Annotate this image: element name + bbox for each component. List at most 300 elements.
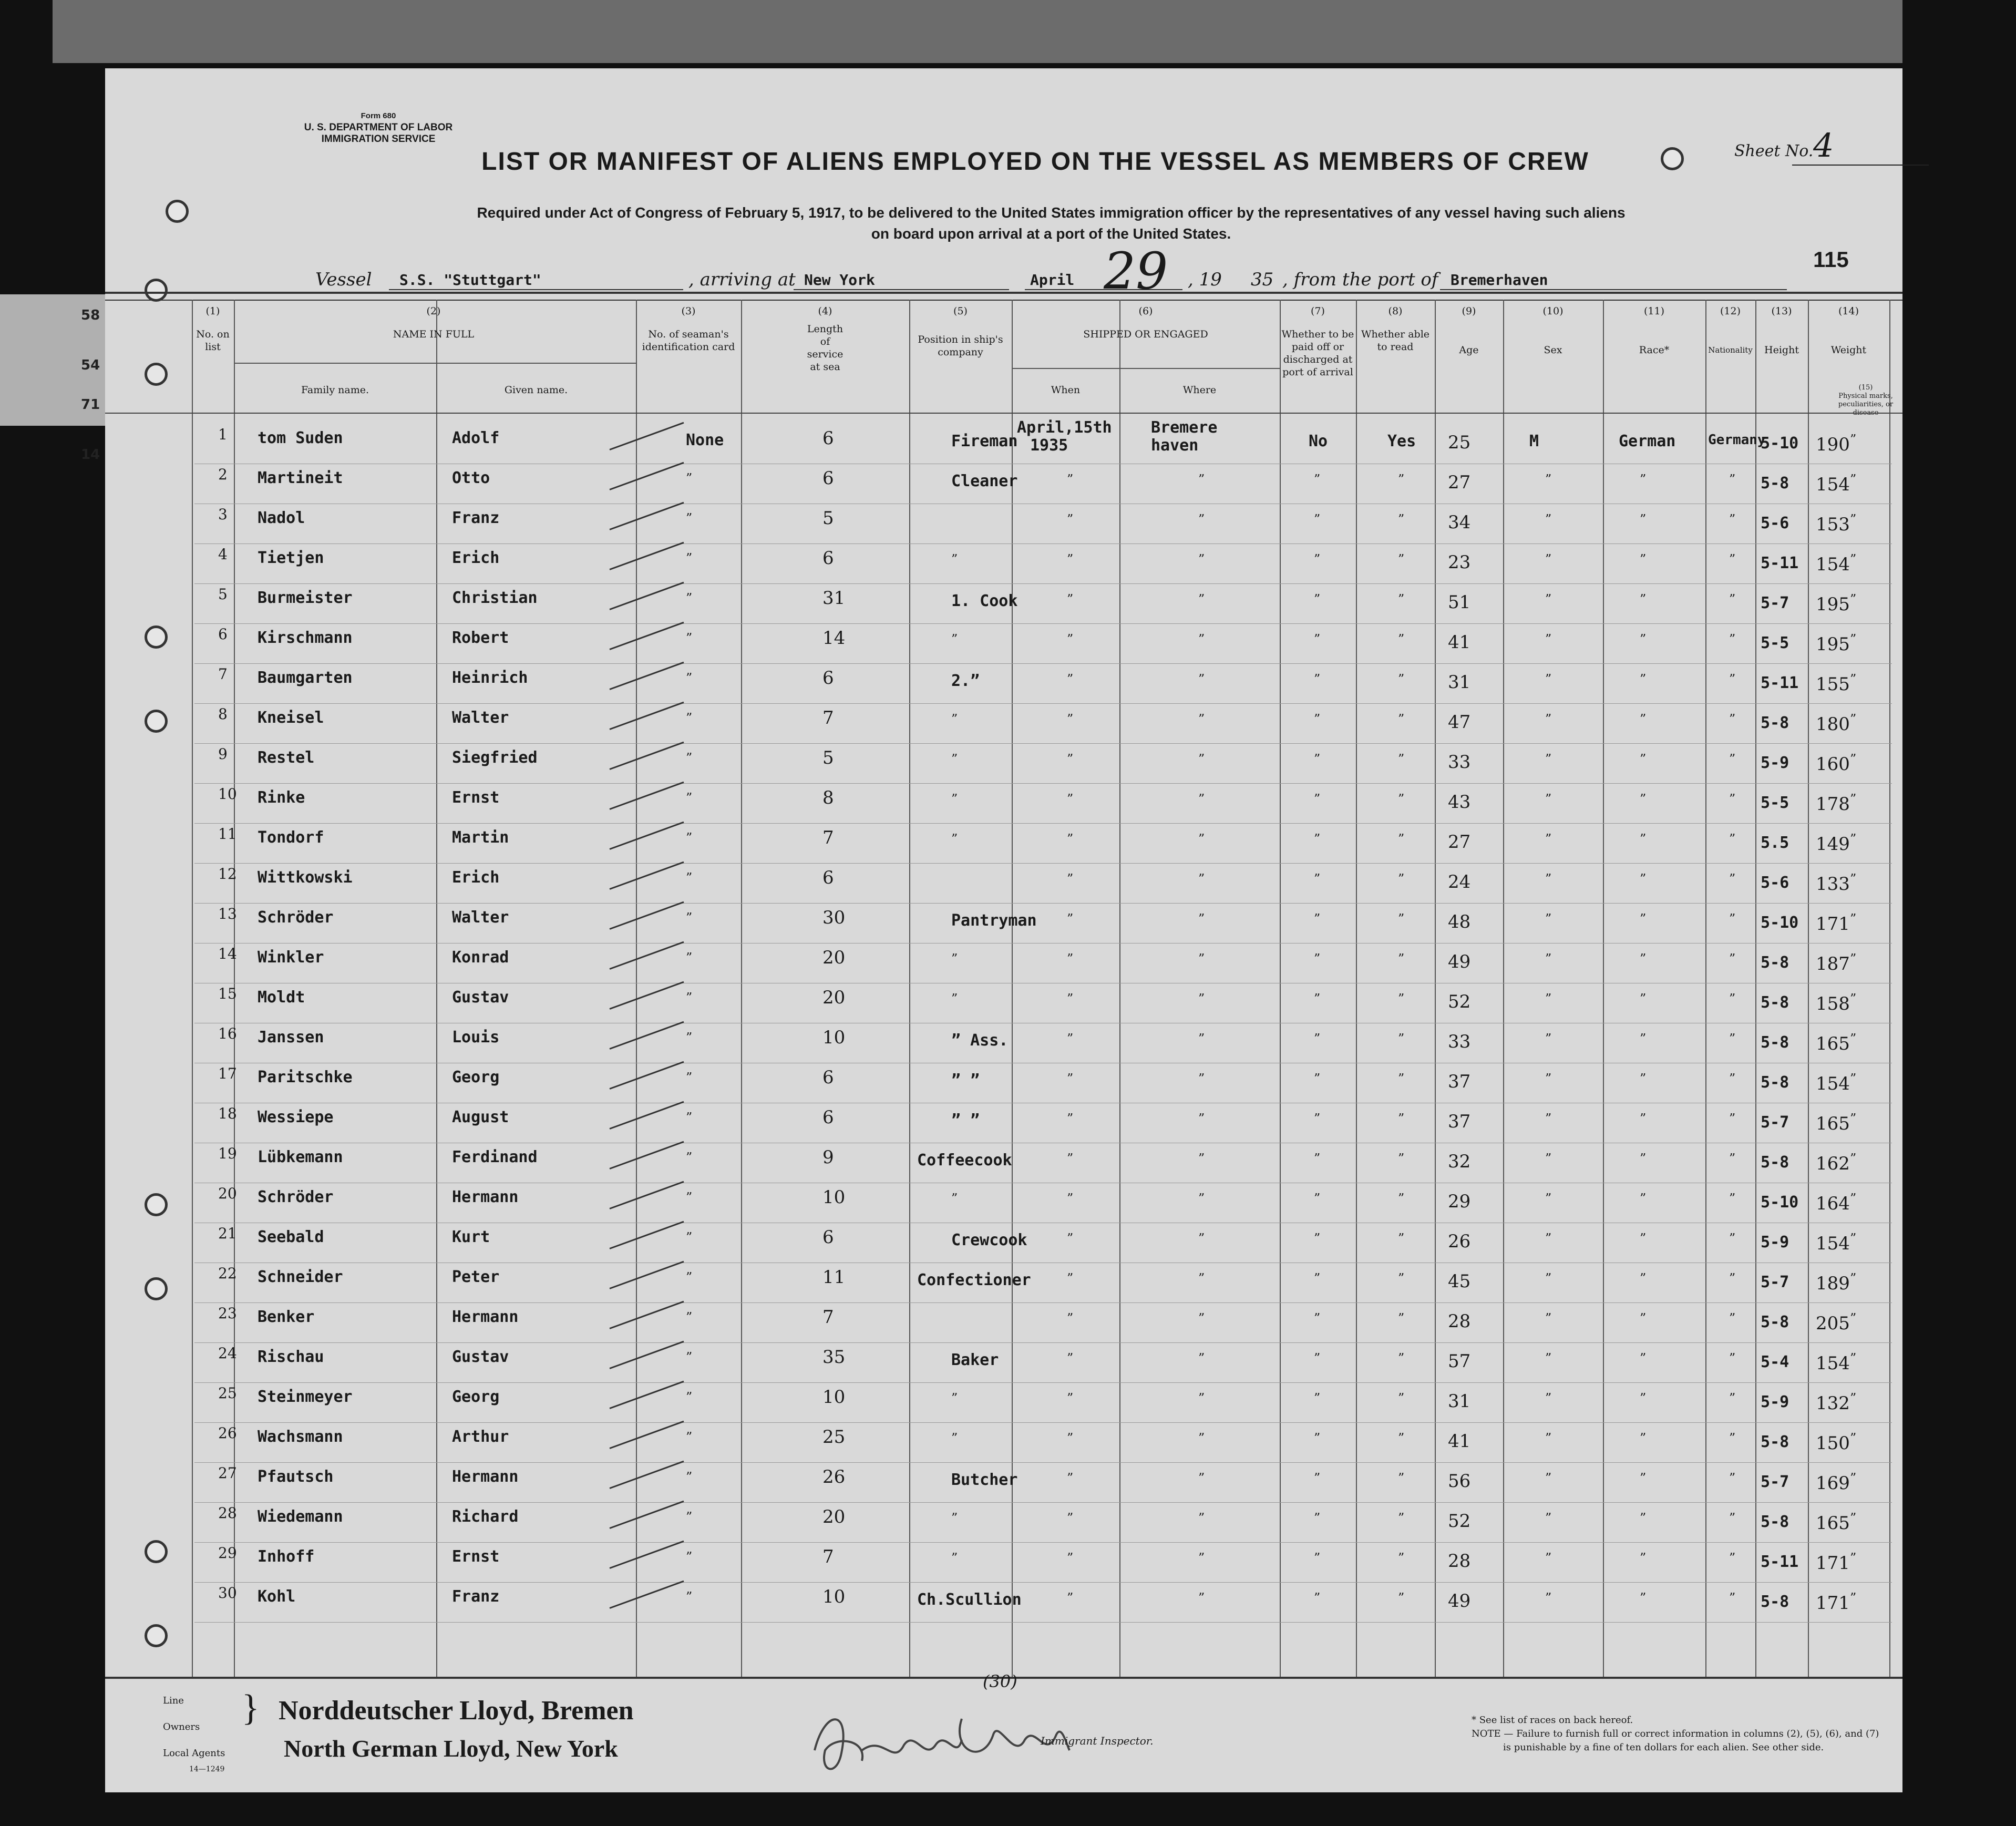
service-length: 20	[822, 1506, 846, 1527]
age: 41	[1448, 632, 1471, 653]
able-to-read: ”	[1398, 1071, 1405, 1086]
card-slash-mark	[609, 742, 684, 770]
family-name: Kirschmann	[258, 629, 353, 647]
nationality: ”	[1729, 1431, 1736, 1445]
shipped-where: ”	[1198, 1071, 1205, 1086]
service-length: 7	[822, 1307, 834, 1328]
family-name: Burmeister	[258, 589, 353, 607]
shipped-where: ”	[1198, 472, 1205, 487]
shipped-where: Bremere	[1151, 418, 1218, 437]
shipped-when: ”	[1067, 552, 1074, 567]
margin-number: 58	[81, 307, 100, 323]
height: 5-8	[1761, 1593, 1789, 1611]
col-header-weight	[1808, 305, 1889, 356]
nationality: ”	[1729, 592, 1736, 607]
position: ”	[951, 991, 958, 1006]
family-name: Wessiepe	[258, 1108, 334, 1126]
shipped-where: ”	[1198, 1311, 1205, 1326]
given-name: Georg	[452, 1068, 500, 1086]
given-name: Arthur	[452, 1428, 509, 1446]
shipped-where: ”	[1198, 1231, 1205, 1246]
shipped-when: ”	[1067, 1311, 1074, 1326]
col-header-when: When	[1051, 384, 1081, 396]
column-rule	[1705, 300, 1706, 1677]
line-label: Line	[163, 1695, 184, 1706]
card-slash-mark	[609, 1581, 684, 1609]
col-number: (9)	[1462, 305, 1476, 317]
physical-marks: ”	[1850, 1071, 1857, 1086]
sub-rule	[234, 363, 636, 364]
given-name: Franz	[452, 1587, 500, 1606]
weight: 149	[1816, 834, 1850, 855]
shipped-where: ”	[1198, 1471, 1205, 1485]
col-number: (1)	[205, 305, 220, 317]
binder-hole	[145, 1624, 168, 1647]
shipped-when: ”	[1067, 1391, 1074, 1406]
weight: 180	[1816, 714, 1850, 735]
penalty-note: NOTE — Failure to furnish full or correct information in columns (2), (5), (6), and (7)	[1472, 1728, 1879, 1739]
shipped-when: ”	[1067, 1551, 1074, 1565]
age: 29	[1448, 1191, 1471, 1212]
paid-off: ”	[1314, 1431, 1321, 1445]
nationality: ”	[1729, 1151, 1736, 1166]
arrival-day-handwritten: 29	[1104, 242, 1168, 301]
nationality: ”	[1729, 472, 1736, 487]
sex: ”	[1545, 1231, 1552, 1246]
age: 49	[1448, 1591, 1471, 1612]
sex: ”	[1545, 1471, 1552, 1485]
shipped-when: ”	[1067, 1471, 1074, 1485]
family-name: Wittkowski	[258, 868, 353, 887]
row-rule	[194, 703, 1892, 704]
row-number: 19	[218, 1145, 237, 1162]
sex: ”	[1545, 1071, 1552, 1086]
weight: 189	[1816, 1273, 1850, 1294]
paid-off: ”	[1314, 1231, 1321, 1246]
shipped-when: ”	[1067, 1191, 1074, 1206]
col-title: No. of seaman's identification card	[642, 329, 735, 353]
paid-off: ”	[1314, 752, 1321, 766]
row-number: 2	[218, 466, 228, 483]
paid-off: ”	[1314, 512, 1321, 527]
service-length: 31	[822, 588, 846, 609]
physical-marks: ”	[1850, 1391, 1857, 1406]
card-slash-mark	[609, 1381, 684, 1409]
paid-off: ”	[1314, 712, 1321, 726]
weight: 154	[1816, 1073, 1850, 1094]
race: ”	[1640, 991, 1647, 1006]
col-title: Weight	[1830, 344, 1867, 356]
from-port-label: , from the port of	[1282, 269, 1438, 290]
form-code: 14—1249	[189, 1765, 225, 1773]
weight: 205	[1816, 1313, 1850, 1334]
family-name: Winkler	[258, 948, 324, 967]
card-slash-mark	[609, 1301, 684, 1329]
race: ”	[1640, 1271, 1647, 1286]
physical-marks: ”	[1850, 712, 1857, 726]
able-to-read: ”	[1398, 752, 1405, 766]
race: ”	[1640, 632, 1647, 647]
column-rule	[741, 300, 742, 1677]
shipped-when: ”	[1067, 832, 1074, 846]
col-title: Height	[1764, 344, 1799, 356]
service-length: 6	[822, 867, 834, 888]
binder-hole	[145, 710, 168, 733]
race: ”	[1640, 1391, 1647, 1406]
col-header-family: Family name.	[301, 384, 369, 396]
height: 5-8	[1761, 953, 1789, 972]
col-header-read	[1356, 305, 1435, 353]
physical-marks: ”	[1850, 592, 1857, 607]
card-number: ”	[686, 711, 693, 725]
paid-off: ”	[1314, 1391, 1321, 1406]
card-slash-mark	[609, 502, 684, 530]
nationality: ”	[1729, 911, 1736, 926]
row-rule	[194, 1422, 1892, 1423]
position: ”	[951, 1431, 958, 1445]
shipped-when: ”	[1067, 1151, 1074, 1166]
physical-marks: ”	[1850, 951, 1857, 966]
family-name: Steinmeyer	[258, 1388, 353, 1406]
able-to-read: ”	[1398, 672, 1405, 686]
form-header	[284, 110, 473, 145]
shipped-where: ”	[1198, 1511, 1205, 1525]
col-number: (6)	[1138, 305, 1153, 317]
able-to-read: ”	[1398, 1511, 1405, 1525]
card-slash-mark	[609, 1181, 684, 1209]
position: Coffeecook	[917, 1151, 1012, 1170]
physical-marks: ”	[1850, 1231, 1857, 1246]
card-number: ”	[686, 870, 693, 885]
header-bottom-rule	[105, 413, 1902, 414]
position: Fireman	[951, 432, 1018, 450]
shipped-when: ”	[1067, 1591, 1074, 1605]
card-slash-mark	[609, 861, 684, 890]
age: 34	[1448, 512, 1471, 533]
column-rule	[636, 300, 637, 1677]
vessel-label: Vessel	[315, 269, 372, 290]
subtitle-line-1: Required under Act of Congress of February 5, 1917, to be delivered to the United States immigration officer by the representatives of any vessel having such aliens	[477, 204, 1626, 221]
col-header-no	[192, 305, 234, 353]
card-number: ”	[686, 1230, 693, 1245]
shipped-where: ”	[1198, 752, 1205, 766]
row-number: 9	[218, 745, 228, 763]
binder-hole	[145, 1540, 168, 1563]
card-number: None	[686, 431, 724, 449]
col-number: (8)	[1388, 305, 1403, 317]
able-to-read: ”	[1398, 832, 1405, 846]
footer-notes	[1472, 1714, 1879, 1755]
penalty-note-cont: is punishable by a fine of ten dollars for each alien. See other side.	[1503, 1742, 1824, 1753]
col-title: Position in ship's company	[918, 334, 1003, 358]
physical-marks: ”	[1850, 1311, 1857, 1326]
given-name: Louis	[452, 1028, 500, 1047]
shipped-when: ”	[1067, 792, 1074, 806]
position: ”	[951, 1551, 958, 1565]
col-title: Race*	[1639, 344, 1670, 356]
given-name: Peter	[452, 1268, 500, 1286]
card-number: ”	[686, 1030, 693, 1045]
col-header-age	[1435, 305, 1503, 356]
col-number: (5)	[953, 305, 968, 317]
card-number: ”	[686, 950, 693, 965]
card-number: ”	[686, 1270, 693, 1285]
paid-off: ”	[1314, 991, 1321, 1006]
race: ”	[1640, 552, 1647, 567]
card-slash-mark	[609, 1021, 684, 1050]
col-header-where: Where	[1182, 384, 1217, 396]
sex: ”	[1545, 1591, 1552, 1605]
age: 28	[1448, 1311, 1471, 1332]
given-name: Heinrich	[452, 669, 528, 687]
col-title: SHIPPED OR ENGAGED	[1083, 329, 1208, 340]
page-subtitle	[342, 202, 1761, 244]
row-number: 18	[218, 1105, 237, 1122]
weight: 160	[1816, 754, 1850, 775]
column-rule	[1755, 300, 1756, 1677]
service-length: 7	[822, 1546, 834, 1567]
paid-off: ”	[1314, 1471, 1321, 1485]
age: 23	[1448, 552, 1471, 573]
weight: 154	[1816, 1353, 1850, 1374]
service-length: 35	[822, 1347, 846, 1368]
card-number: ”	[686, 1510, 693, 1524]
age: 43	[1448, 792, 1471, 813]
weight: 158	[1816, 993, 1850, 1014]
sex: ”	[1545, 1431, 1552, 1445]
given-name: Konrad	[452, 948, 509, 967]
binder-hole	[145, 1277, 168, 1300]
card-number: ”	[686, 671, 693, 685]
physical-marks: ”	[1850, 1351, 1857, 1366]
race-note: * See list of races on back hereof.	[1472, 1715, 1633, 1726]
position: ”	[951, 712, 958, 726]
shipped-where: ”	[1198, 871, 1205, 886]
col-number: (3)	[681, 305, 696, 317]
row-number: 21	[218, 1225, 237, 1242]
service: IMMIGRATION SERVICE	[321, 134, 436, 145]
given-name: Erich	[452, 868, 500, 887]
form-number: Form 680	[361, 111, 396, 120]
nationality: ”	[1729, 672, 1736, 686]
row-number: 24	[218, 1345, 237, 1362]
nationality: ”	[1729, 1231, 1736, 1246]
race: ”	[1640, 1511, 1647, 1525]
col-header-height	[1755, 305, 1808, 356]
col-header-position	[909, 305, 1012, 358]
paid-off: ”	[1314, 951, 1321, 966]
able-to-read: ”	[1398, 1591, 1405, 1605]
card-slash-mark	[609, 782, 684, 810]
column-rule	[192, 300, 193, 1677]
local-agent: North German Lloyd, New York	[284, 1735, 618, 1762]
height: 5-7	[1761, 594, 1789, 612]
nationality: ”	[1729, 1111, 1736, 1126]
row-number: 6	[218, 625, 228, 643]
row-number: 15	[218, 985, 237, 1002]
shipped-where: ”	[1198, 951, 1205, 966]
row-number: 14	[218, 945, 237, 962]
weight: 133	[1816, 874, 1850, 895]
physical-marks: ”	[1850, 871, 1857, 886]
shipped-when: ”	[1067, 712, 1074, 726]
position: 1. Cook	[951, 592, 1018, 610]
able-to-read: Yes	[1387, 432, 1416, 450]
row-number: 13	[218, 905, 237, 922]
physical-marks: ”	[1850, 1111, 1857, 1126]
row-number: 22	[218, 1265, 237, 1282]
position: ”	[951, 1391, 958, 1406]
column-rule	[1808, 300, 1809, 1677]
inspector-signature	[804, 1687, 1077, 1792]
paid-off: ”	[1314, 472, 1321, 487]
row-number: 5	[218, 586, 228, 603]
shipped-when-year: 1935	[1030, 436, 1068, 455]
race: ”	[1640, 1031, 1647, 1046]
service-length: 6	[822, 1107, 834, 1128]
binder-hole	[145, 1193, 168, 1216]
inspector-label: Immigrant Inspector.	[1041, 1735, 1154, 1747]
nationality: ”	[1729, 632, 1736, 647]
col-title: Sex	[1544, 344, 1562, 356]
shipped-when: ”	[1067, 1031, 1074, 1046]
departure-port: Bremerhaven	[1451, 271, 1548, 289]
able-to-read: ”	[1398, 1151, 1405, 1166]
position: ” ”	[951, 1071, 980, 1090]
card-number: ”	[686, 511, 693, 526]
page-title: LIST OR MANIFEST OF ALIENS EMPLOYED ON THE VESSEL AS MEMBERS OF CREW	[481, 148, 1589, 176]
sheet-label: Sheet No.	[1734, 142, 1814, 160]
family-name: Inhoff	[258, 1547, 315, 1566]
physical-marks: ”	[1850, 552, 1857, 567]
table-top-rule-2	[105, 300, 1902, 301]
weight: 165	[1816, 1113, 1850, 1134]
shipped-when: ”	[1067, 1511, 1074, 1525]
nationality: ”	[1729, 512, 1736, 527]
race: ”	[1640, 1591, 1647, 1605]
paid-off: ”	[1314, 832, 1321, 846]
col-header-sex	[1503, 305, 1603, 356]
col-number: (15)	[1858, 384, 1873, 392]
shipped-where: ”	[1198, 1551, 1205, 1565]
nationality: ”	[1729, 951, 1736, 966]
race: ”	[1640, 1111, 1647, 1126]
service-length: 6	[822, 668, 834, 689]
physical-marks: ”	[1850, 832, 1857, 846]
service-length: 6	[822, 548, 834, 569]
card-number: ”	[686, 1350, 693, 1365]
arrival-month: April	[1030, 271, 1075, 289]
height: 5-5	[1761, 794, 1789, 812]
shipped-where: ”	[1198, 1031, 1205, 1046]
family-name: Lübkemann	[258, 1148, 343, 1166]
card-number: ”	[686, 990, 693, 1005]
row-rule	[194, 1622, 1892, 1623]
shipped-where: ”	[1198, 632, 1205, 647]
able-to-read: ”	[1398, 1391, 1405, 1406]
card-slash-mark	[609, 1221, 684, 1249]
sex: ”	[1545, 712, 1552, 726]
card-slash-mark	[609, 462, 684, 490]
sex: ”	[1545, 672, 1552, 686]
shipped-when: ”	[1067, 672, 1074, 686]
card-number: ”	[686, 631, 693, 645]
arrival-port: New York	[804, 271, 875, 289]
race: ”	[1640, 1311, 1647, 1326]
weight: 171	[1816, 1553, 1850, 1574]
card-slash-mark	[609, 1061, 684, 1090]
height: 5-5	[1761, 634, 1789, 652]
nationality: ”	[1729, 1471, 1736, 1485]
height: 5-8	[1761, 1313, 1789, 1331]
paid-off: ”	[1314, 1151, 1321, 1166]
shipped-when: ”	[1067, 752, 1074, 766]
shipped-when: ”	[1067, 592, 1074, 607]
service-length: 5	[822, 747, 834, 768]
row-rule	[194, 863, 1892, 864]
shipped-where: ”	[1198, 1591, 1205, 1605]
shipped-when: ”	[1067, 632, 1074, 647]
height: 5-6	[1761, 514, 1789, 532]
given-name: Siegfried	[452, 748, 538, 767]
sex: ”	[1545, 1551, 1552, 1565]
shipped-where: ”	[1198, 672, 1205, 686]
col-title: NAME IN FULL	[393, 329, 475, 340]
nationality: ”	[1729, 1071, 1736, 1086]
shipped-when: ”	[1067, 1351, 1074, 1366]
able-to-read: ”	[1398, 792, 1405, 806]
card-slash-mark	[609, 702, 684, 730]
agents-label: Local Agents	[163, 1748, 225, 1759]
age: 37	[1448, 1071, 1471, 1092]
card-slash-mark	[609, 822, 684, 850]
family-name: Wachsmann	[258, 1428, 343, 1446]
service-length: 25	[822, 1427, 846, 1448]
col-header-given: Given name.	[504, 384, 568, 396]
age: 32	[1448, 1151, 1471, 1172]
physical-marks: ”	[1850, 672, 1857, 686]
arriving-label: , arriving at	[688, 269, 796, 290]
col-header-nationality	[1705, 305, 1755, 356]
card-slash-mark	[609, 1421, 684, 1449]
age: 33	[1448, 752, 1471, 773]
nationality: ”	[1729, 1551, 1736, 1565]
shipped-where: ”	[1198, 1111, 1205, 1126]
shipped-where: ”	[1198, 1271, 1205, 1286]
age: 45	[1448, 1271, 1471, 1292]
physical-marks: ”	[1850, 1431, 1857, 1445]
paid-off: ”	[1314, 1551, 1321, 1565]
position: Ch.Scullion	[917, 1591, 1022, 1609]
card-number: ”	[686, 910, 693, 925]
nationality: ”	[1729, 752, 1736, 766]
height: 5-8	[1761, 1433, 1789, 1451]
height: 5-8	[1761, 1033, 1789, 1052]
nationality: ”	[1729, 1351, 1736, 1366]
position: ”	[951, 832, 958, 846]
nationality: Germany	[1708, 432, 1766, 448]
given-name: Franz	[452, 509, 500, 527]
position: ”	[951, 792, 958, 806]
column-rule	[1012, 300, 1013, 1677]
row-number: 30	[218, 1584, 237, 1602]
nationality: ”	[1729, 1591, 1736, 1605]
position: ” Ass.	[951, 1031, 1009, 1050]
col-number: (13)	[1771, 305, 1792, 317]
service-length: 11	[822, 1267, 846, 1288]
given-name: Erich	[452, 549, 500, 567]
row-number: 23	[218, 1305, 237, 1322]
